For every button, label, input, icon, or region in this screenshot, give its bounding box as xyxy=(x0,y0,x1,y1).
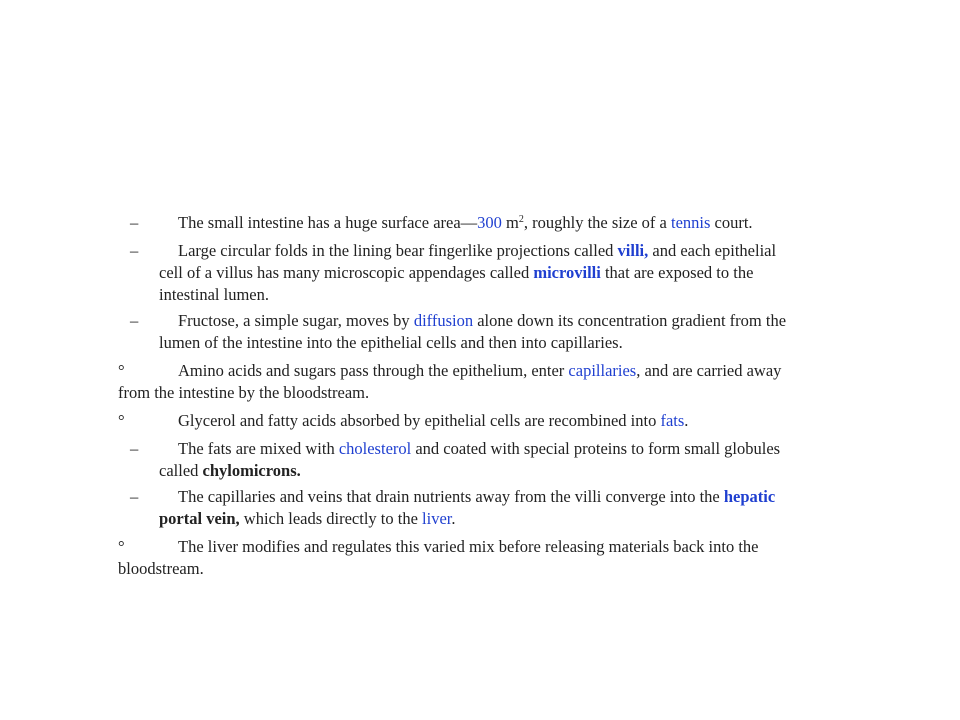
highlight-term-capillaries: capillaries xyxy=(568,361,637,380)
line: portal vein, which leads directly to the liver. xyxy=(159,509,456,528)
superscript: 2 xyxy=(518,214,524,225)
line: cell of a villus has many microscopic appendages called microvilli that are exposed to the xyxy=(159,263,754,282)
degree-marker: ° xyxy=(118,537,125,556)
highlight-term-fats: fats xyxy=(660,411,685,430)
dash-marker: – xyxy=(130,311,139,330)
highlight-term-villi: villi, xyxy=(617,241,649,260)
degree-marker: ° xyxy=(118,411,125,430)
highlight-term-hepatic: hepatic xyxy=(723,487,776,506)
dash-marker: – xyxy=(130,439,139,458)
highlight-term-liver: liver xyxy=(422,509,452,528)
line: Amino acids and sugars pass through the epithelium, enter capillaries, and are carried away xyxy=(178,361,782,380)
line: The liver modifies and regulates this varied mix before releasing materials back into the xyxy=(178,537,759,556)
highlight-term-microvilli: microvilli xyxy=(533,263,601,282)
degree-marker: ° xyxy=(118,361,125,380)
dash-marker: – xyxy=(130,241,139,260)
line: The small intestine has a huge surface area—300 $m^2$, roughly the size of a tennis court. xyxy=(178,213,753,232)
highlight-term-portal-vein: portal vein, xyxy=(159,509,240,528)
highlight-term-chylomicrons: chylomicrons. xyxy=(202,461,301,480)
highlight-term-cholesterol: cholesterol xyxy=(338,439,412,458)
line: lumen of the intestine into the epithelial cells and then into capillaries. xyxy=(159,333,623,352)
line: intestinal lumen. xyxy=(159,285,269,304)
dash-marker: – xyxy=(130,487,139,506)
line: Large circular folds in the lining bear fingerlike projections called villi, and each epithelial xyxy=(178,241,777,260)
line: called chylomicrons. xyxy=(159,461,301,480)
highlight-term-diffusion: diffusion xyxy=(413,311,474,330)
dash-marker: – xyxy=(130,213,139,232)
line: The fats are mixed with cholesterol and coated with special proteins to form small globules xyxy=(178,439,781,458)
line: Glycerol and fatty acids absorbed by epithelial cells are recombined into fats. xyxy=(178,411,689,430)
highlight-term-tennis: tennis xyxy=(670,213,711,232)
line: from the intestine by the bloodstream. xyxy=(118,383,370,402)
line: Fructose, a simple sugar, moves by diffusion alone down its concentration gradient from the xyxy=(178,311,787,330)
highlight-number: 300 xyxy=(477,213,502,232)
line: bloodstream. xyxy=(118,559,204,578)
line: The capillaries and veins that drain nutrients away from the villi converge into the hepatic xyxy=(178,487,776,506)
